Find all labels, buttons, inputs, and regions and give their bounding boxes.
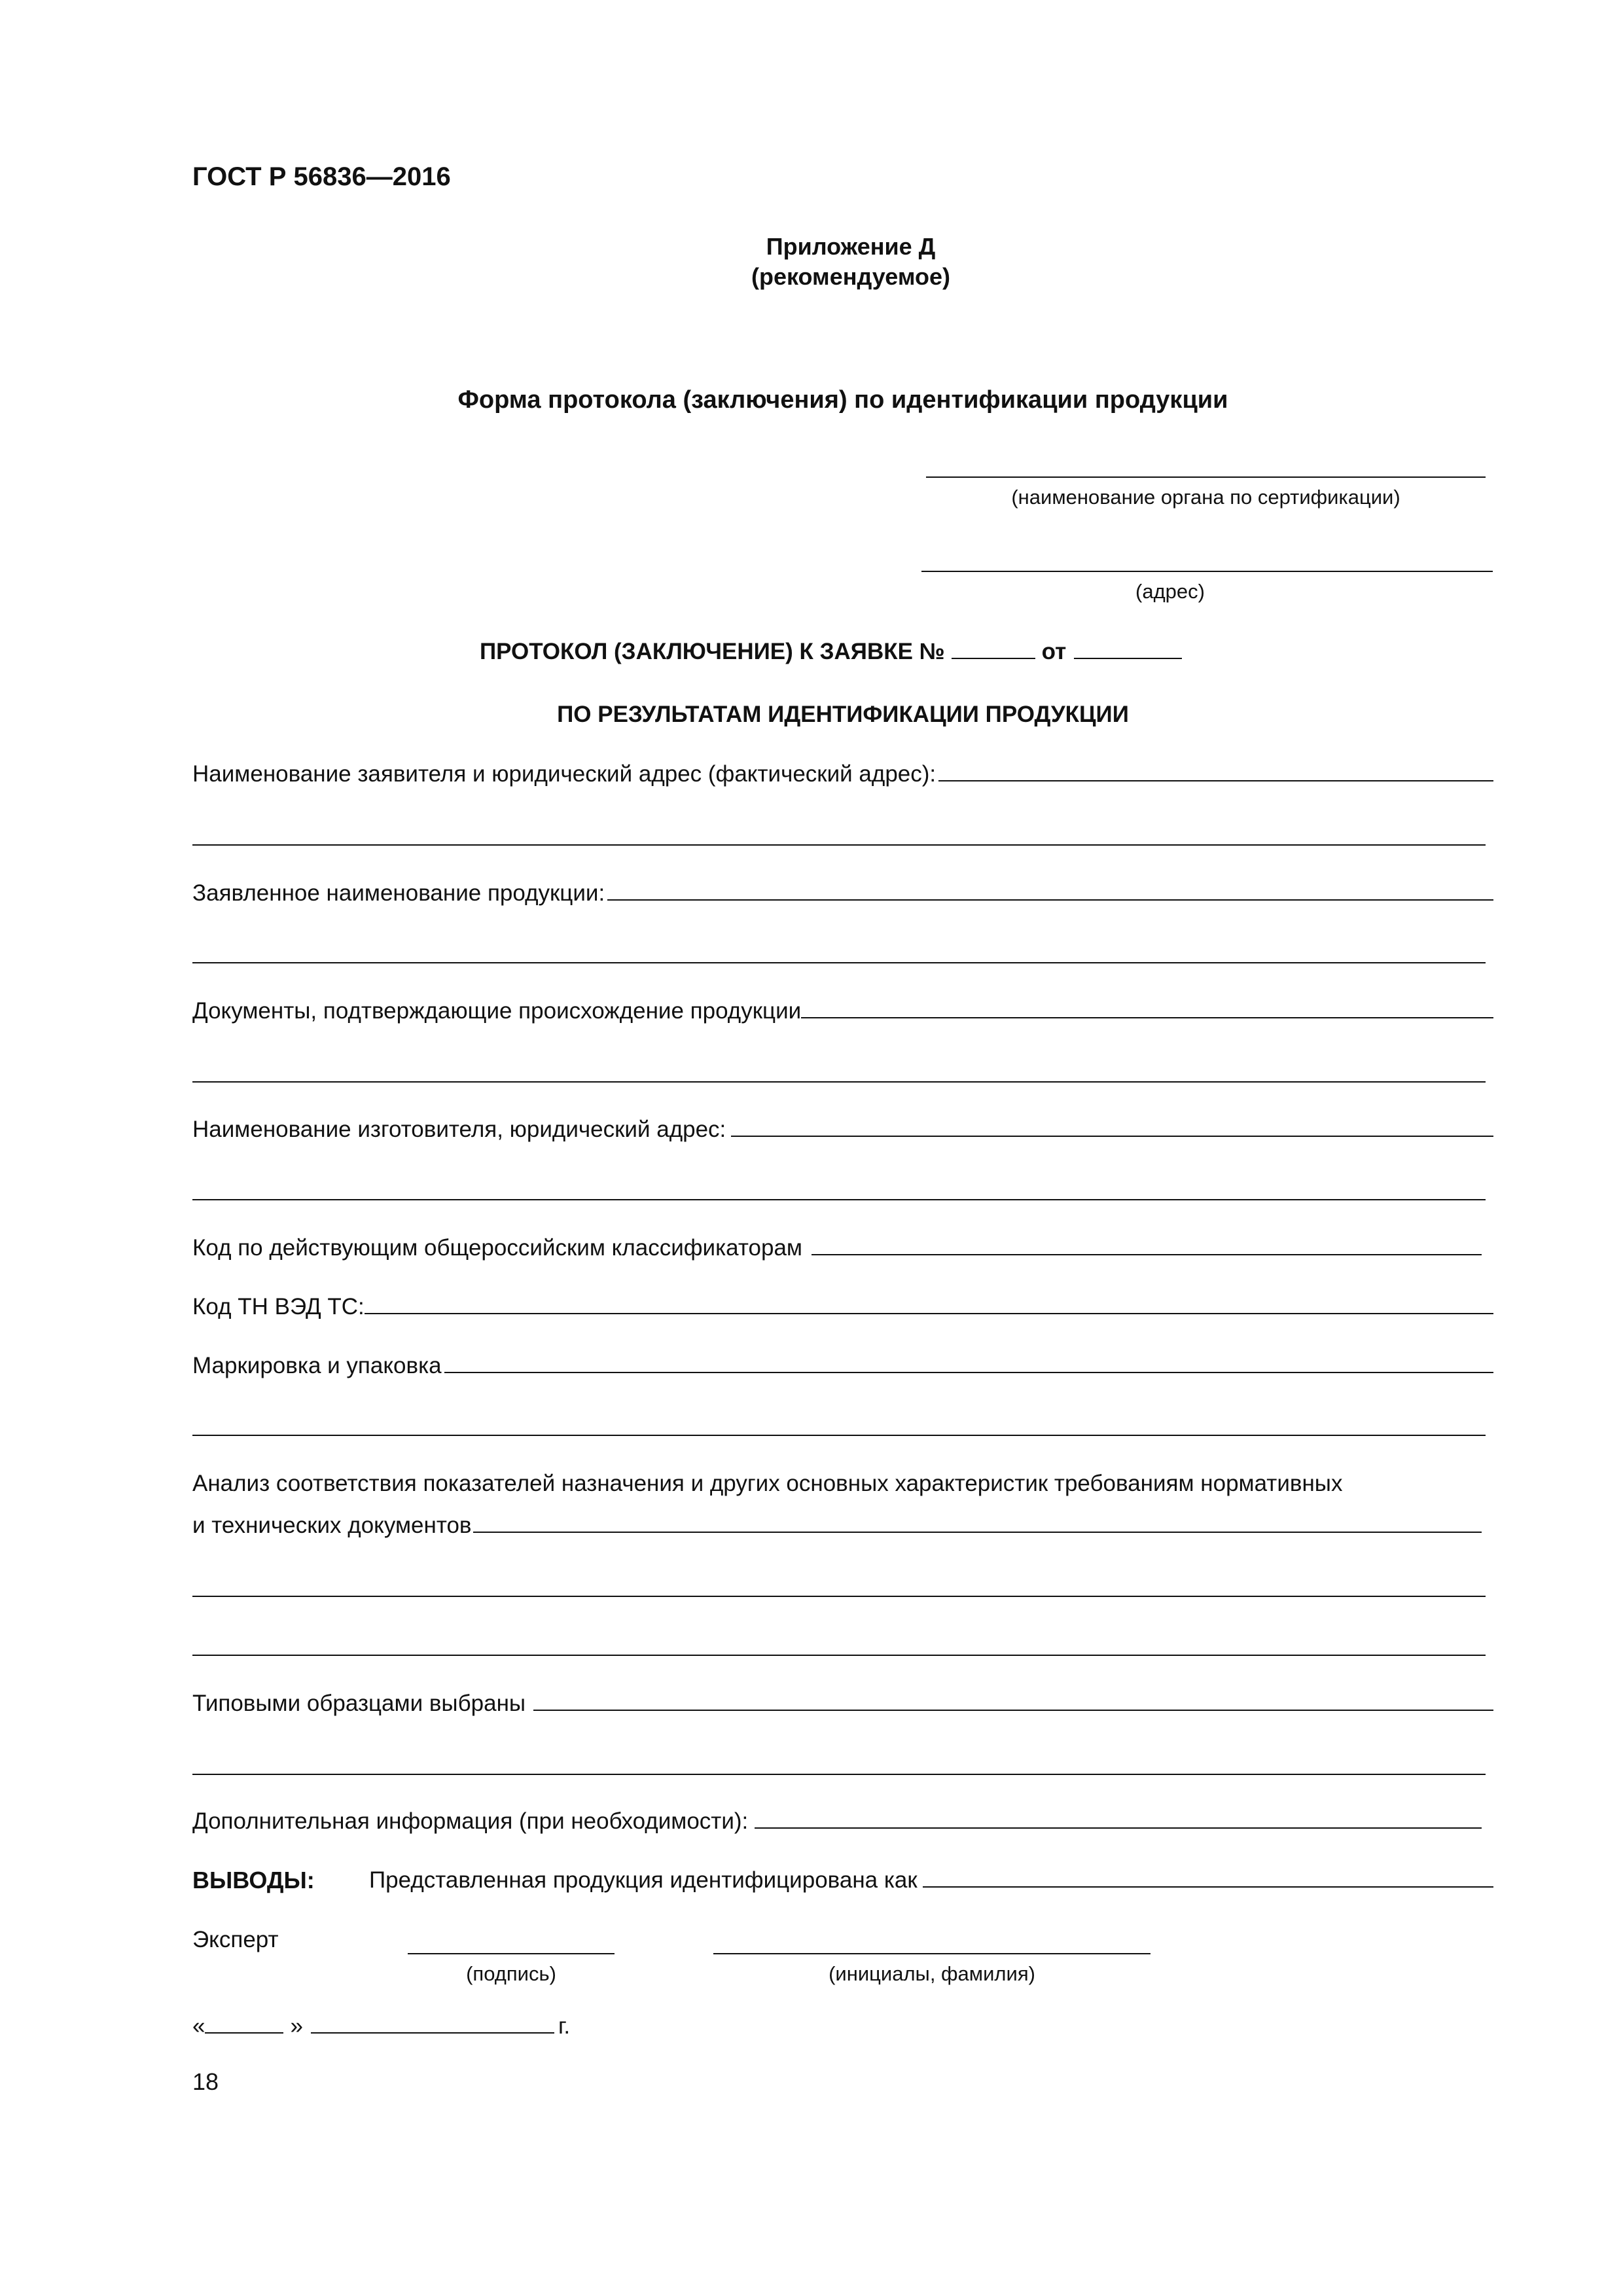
product-name-field-line-2[interactable] xyxy=(192,962,1486,963)
manufacturer-row xyxy=(192,1116,1493,1143)
product-name-label: Заявленное наименование продукции: xyxy=(192,880,605,906)
origin-docs-row xyxy=(192,997,1493,1024)
date-line xyxy=(192,2013,570,2039)
conclusions-label: ВЫВОДЫ: xyxy=(192,1867,315,1893)
analysis-row xyxy=(192,1512,1482,1539)
signature-field[interactable] xyxy=(408,1953,615,1954)
additional-info-field[interactable] xyxy=(755,1808,1482,1829)
protocol-subtitle: ПО РЕЗУЛЬТАТАМ ИДЕНТИФИКАЦИИ ПРОДУКЦИИ xyxy=(557,702,1129,727)
samples-field-line-2[interactable] xyxy=(192,1774,1486,1775)
conclusions-field[interactable] xyxy=(923,1867,1493,1888)
classifier-code-field[interactable] xyxy=(812,1234,1482,1255)
protocol-title xyxy=(480,639,1182,665)
manufacturer-field-line-2[interactable] xyxy=(192,1199,1486,1200)
marking-field[interactable] xyxy=(444,1352,1493,1373)
page-number: 18 xyxy=(192,2068,219,2095)
additional-info-row xyxy=(192,1808,1482,1835)
tn-ved-code-row xyxy=(192,1293,1493,1320)
appendix-label: Приложение Д xyxy=(766,233,936,260)
date-year-suffix: г. xyxy=(558,2013,571,2039)
samples-label: Типовыми образцами выбраны xyxy=(192,1691,526,1716)
address-line[interactable] xyxy=(921,571,1493,572)
cert-body-line[interactable] xyxy=(926,476,1486,478)
application-number-field[interactable] xyxy=(952,639,1035,659)
additional-info-label: Дополнительная информация (при необходимости): xyxy=(192,1808,749,1834)
date-day-field[interactable] xyxy=(205,2014,283,2034)
cert-body-caption: (наименование органа по сертификации) xyxy=(1011,486,1400,509)
applicant-field-line-2[interactable] xyxy=(192,844,1486,846)
expert-label: Эксперт xyxy=(192,1927,279,1952)
origin-docs-field[interactable] xyxy=(801,997,1493,1018)
classifier-code-label: Код по действующим общероссийским классификаторам xyxy=(192,1235,802,1261)
signature-caption: (подпись) xyxy=(466,1962,556,1985)
form-title: Форма протокола (заключения) по идентификации продукции xyxy=(457,386,1228,414)
analysis-field-line-3[interactable] xyxy=(192,1655,1486,1656)
product-name-row xyxy=(192,880,1493,906)
classifier-code-row xyxy=(192,1234,1482,1261)
analysis-label-line-1: Анализ соответствия показателей назначения и других основных характеристик требованиям нормативных xyxy=(192,1471,1343,1496)
tn-ved-code-label: Код ТН ВЭД ТС: xyxy=(192,1294,365,1319)
manufacturer-label: Наименование изготовителя, юридический адрес: xyxy=(192,1117,726,1142)
initials-caption: (инициалы, фамилия) xyxy=(829,1962,1035,1985)
address-caption: (адрес) xyxy=(1135,580,1205,603)
samples-field[interactable] xyxy=(533,1690,1493,1711)
applicant-field[interactable] xyxy=(938,761,1493,781)
manufacturer-field[interactable] xyxy=(731,1116,1493,1137)
applicant-row xyxy=(192,761,1493,787)
applicant-label: Наименование заявителя и юридический адрес (фактический адрес): xyxy=(192,761,936,787)
analysis-field-line-2[interactable] xyxy=(192,1596,1486,1597)
marking-row xyxy=(192,1352,1493,1379)
date-close-quote: » xyxy=(290,2013,303,2039)
analysis-field[interactable] xyxy=(473,1512,1482,1533)
date-month-field[interactable] xyxy=(311,2014,554,2034)
product-name-field[interactable] xyxy=(607,880,1493,901)
origin-docs-field-line-2[interactable] xyxy=(192,1081,1486,1083)
appendix-type: (рекомендуемое) xyxy=(751,263,950,290)
tn-ved-code-field[interactable] xyxy=(365,1293,1493,1314)
date-open-quote: « xyxy=(192,2013,205,2039)
standard-id: ГОСТ Р 56836—2016 xyxy=(192,162,451,191)
conclusions-text: Представленная продукция идентифицирована как xyxy=(369,1867,918,1893)
marking-label: Маркировка и упаковка xyxy=(192,1353,442,1378)
application-date-field[interactable] xyxy=(1074,639,1182,659)
initials-field[interactable] xyxy=(713,1953,1150,1954)
analysis-label-line-2: и технических документов xyxy=(192,1513,472,1538)
protocol-title-prefix: ПРОТОКОЛ (ЗАКЛЮЧЕНИЕ) К ЗАЯВКЕ № xyxy=(480,639,945,664)
conclusions-row xyxy=(369,1867,1493,1893)
origin-docs-label: Документы, подтверждающие происхождение продукции xyxy=(192,998,802,1024)
marking-field-line-2[interactable] xyxy=(192,1435,1486,1436)
samples-row xyxy=(192,1690,1493,1717)
protocol-title-from: от xyxy=(1041,639,1067,664)
